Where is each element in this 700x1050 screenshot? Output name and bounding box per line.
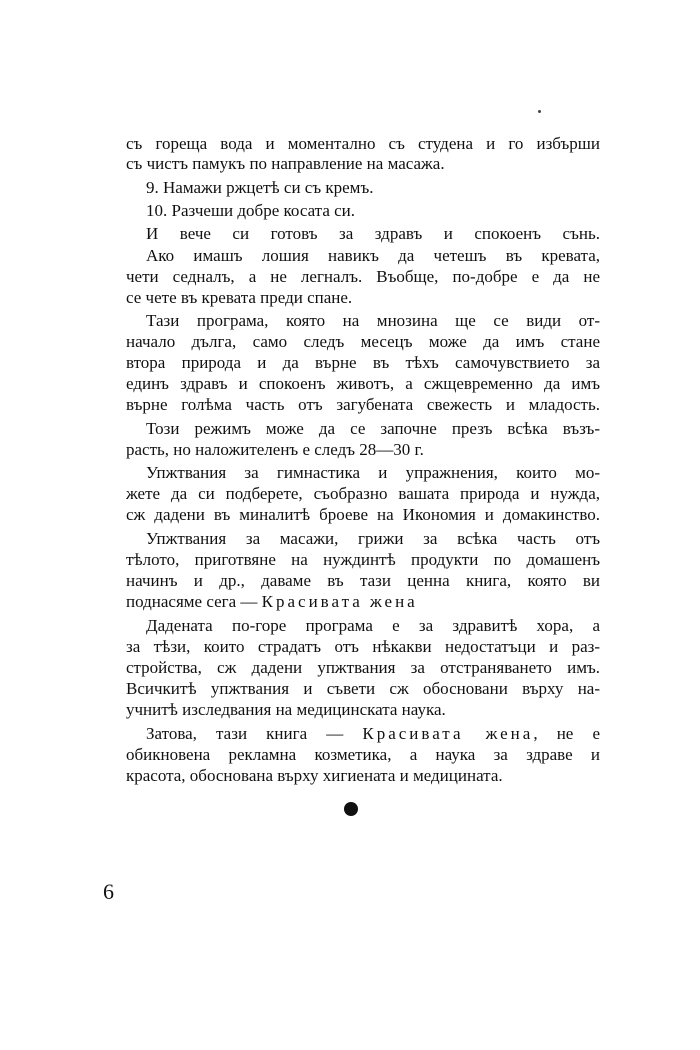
text-line: [126, 592, 600, 612]
text-line: [146, 724, 600, 744]
text-fragment: , не е: [533, 724, 600, 743]
text-line: съ чистъ памукъ по направление на масажа.: [126, 154, 445, 173]
text-line: И вече си готовъ за здравъ и спокоенъ сънь.: [146, 224, 600, 243]
text-line: единъ здравъ и спокоенъ животъ, а сжщевременно да имъ: [126, 374, 600, 393]
section-end-bullet: [344, 802, 358, 816]
text-line: Упжтвания за гимнастика и упражнения, които мо-: [146, 463, 600, 482]
text-line: Този режимъ може да се започне презъ всѣка възъ-: [146, 419, 600, 438]
book-title: Красивата жена: [261, 592, 418, 611]
text-line: чети седналъ, а не легналъ. Въобще, по-добре е да не: [126, 267, 600, 286]
text-line: сж дадени въ миналитѣ броеве на Икономия и домакинство.: [126, 505, 600, 524]
text-fragment: Затова, тази книга —: [146, 724, 344, 743]
text-line: начинъ и др., даваме въ тази ценна книга, която ви: [126, 571, 600, 590]
text-line: стройства, сж дадени упжтвания за отстраняването имъ.: [126, 658, 600, 677]
text-fragment: поднасяме сега —: [126, 592, 258, 611]
text-line: учнитѣ изследвания на медицинската наука.: [126, 700, 446, 719]
text-line: тѣлото, приготвяне на нуждинтѣ продукти по домашенъ: [126, 550, 600, 569]
text-line: 10. Разчеши добре косата си.: [146, 201, 356, 220]
text-line: жете да си подберете, съобразно вашата природа и нужда,: [126, 484, 600, 503]
text-line: за тѣзи, които страдатъ отъ нѣкакви недостатъци и раз-: [126, 637, 600, 656]
page-number: 6: [103, 879, 114, 904]
paper-speck: [538, 110, 541, 113]
text-line: втора природа и да върне въ тѣхъ самочувствието за: [126, 353, 600, 372]
text-line: расть, но наложителенъ е следъ 28—30 г.: [126, 440, 424, 459]
text-line: Дадената по-горе програма е за здравитѣ хора, а: [146, 616, 600, 635]
text-line: обикновена рекламна козметика, а наука за здраве и: [126, 745, 600, 764]
text-line: красота, обоснована върху хигиената и медицината.: [126, 766, 503, 785]
text-line: върне голѣма часть отъ загубената свежесть и младость.: [126, 395, 600, 414]
text-line: Упжтвания за масажи, грижи за всѣка часть отъ: [146, 529, 600, 548]
book-title: Красивата жена: [362, 724, 534, 743]
text-line: Ако имашъ лошия навикъ да четешъ въ кревата,: [146, 246, 600, 265]
text-line: Всичкитѣ упжтвания и съвети сж обосновани върху на-: [126, 679, 600, 698]
text-line: начало дълга, само следъ месецъ може да имъ стане: [126, 332, 600, 351]
text-line: Тази програма, която на мнозина ще се види от-: [146, 311, 600, 330]
text-line: съ гореща вода и моментално съ студена и го избърши: [126, 134, 600, 153]
text-line: се чете въ кревата преди спане.: [126, 288, 353, 307]
text-line: 9. Намажи ржцетѣ си съ кремъ.: [146, 178, 374, 197]
